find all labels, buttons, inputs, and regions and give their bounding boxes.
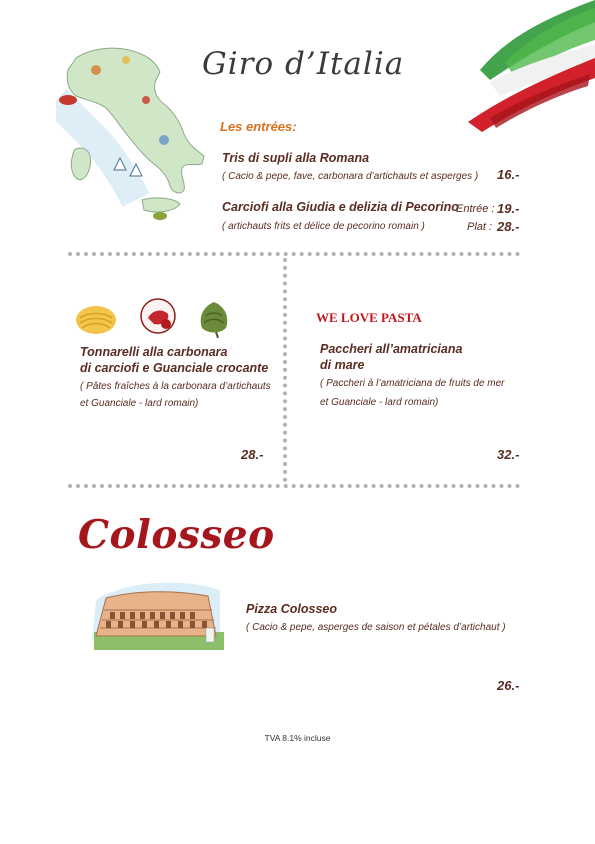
pasta-left-desc-line2: et Guanciale - lard romain) bbox=[80, 398, 199, 409]
we-love-pasta-badge: WE LOVE PASTA bbox=[316, 310, 422, 325]
pasta-left-desc-line1: ( Pâtes fraîches à la carbonara d’artichauts bbox=[80, 381, 271, 392]
entree-1-name: Tris di supli alla Romana bbox=[222, 151, 370, 165]
pasta-nest-icon bbox=[74, 298, 118, 338]
colosseo-title: Colosseo bbox=[78, 512, 275, 558]
separator-vertical bbox=[283, 258, 287, 482]
entree-2-description: ( artichauts frits et délice de pecorino romain ) bbox=[222, 221, 425, 232]
separator-top bbox=[68, 252, 520, 256]
colosseo-pizza-name: Pizza Colosseo bbox=[246, 602, 337, 616]
pasta-right-desc-line2: et Guanciale - lard romain) bbox=[320, 397, 439, 408]
entrees-heading: Les entrées: bbox=[220, 119, 297, 134]
pasta-right-name-line2: di mare bbox=[320, 358, 365, 372]
entree-1-price: 16.- bbox=[497, 167, 520, 182]
separator-bottom bbox=[68, 484, 520, 488]
page-title: Giro d’Italia bbox=[202, 46, 405, 82]
pasta-right-price: 32.- bbox=[497, 447, 520, 462]
entree-2-price-entree: 19.- bbox=[497, 201, 520, 216]
italian-flag-swoosh bbox=[460, 0, 595, 140]
colosseo-pizza-price: 26.- bbox=[497, 678, 520, 693]
pasta-left-price: 28.- bbox=[241, 447, 264, 462]
colosseo-pizza-description: ( Cacio & pepe, asperges de saison et pétales d’artichaut ) bbox=[246, 622, 506, 633]
guanciale-logo-icon bbox=[136, 296, 180, 336]
pasta-right-desc-line1: ( Paccheri à l’amatriciana de fruits de mer bbox=[320, 378, 505, 389]
artichoke-icon bbox=[192, 298, 236, 338]
italy-map-illustration bbox=[56, 40, 206, 235]
entree-2-price-plat: 28.- bbox=[497, 219, 520, 234]
entree-2-name: Carciofi alla Giudia e delizia di Pecorino bbox=[222, 200, 459, 214]
pasta-right-name-line1: Paccheri all’amatriciana bbox=[320, 342, 463, 356]
pasta-left-name-line2: di carciofi e Guanciale crocante bbox=[80, 361, 269, 375]
tva-note: TVA 8.1% incluse bbox=[264, 733, 331, 743]
entree-1-description: ( Cacio & pepe, fave, carbonara d’artichauts et asperges ) bbox=[222, 171, 479, 182]
pasta-left-name-line1: Tonnarelli alla carbonara bbox=[80, 345, 228, 359]
colosseum-illustration bbox=[86, 570, 226, 670]
plat-price-label: Plat : bbox=[467, 221, 493, 233]
entree-2-price-label: Entrée : bbox=[456, 203, 495, 215]
